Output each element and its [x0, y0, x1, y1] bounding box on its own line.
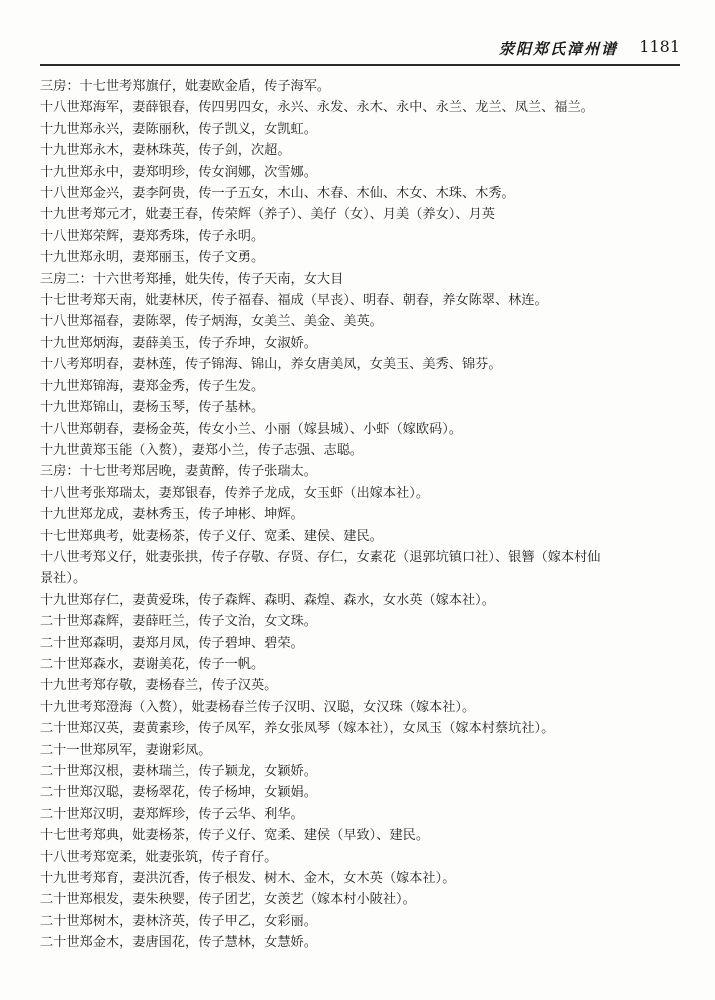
- genealogy-line: 十八世考张郑瑞太，妻郑银春，传养子龙成，女玉虾（出嫁本社）。: [40, 485, 430, 501]
- genealogy-line: 十九世郑永兴，妻陈丽秋，传子凯义，女凯虹。: [40, 121, 317, 137]
- genealogy-body: [40, 76, 684, 954]
- genealogy-line: 十九世郑永中，妻郑明珍，传女润娜，次雪娜。: [40, 164, 317, 180]
- genealogy-line: 十七世考郑天南，妣妻林厌，传子福春、福成（早丧）、明春、朝春，养女陈翠、林连。: [40, 293, 548, 309]
- genealogy-line: 十九世黄郑玉能（入赘），妻郑小兰，传子志强、志聪。: [40, 442, 364, 458]
- genealogy-line: 二十世郑森水，妻谢美花，传子一帆。: [40, 656, 265, 672]
- genealogy-line: 十九世郑龙成，妻林秀玉，传子坤彬、坤辉。: [40, 507, 304, 523]
- genealogy-line: 二十世郑汉根，妻林瑞兰，传子颖龙，女颖娇。: [40, 764, 317, 779]
- genealogy-line: 十九世考郑存敬，妻杨春兰，传子汉英。: [40, 678, 278, 694]
- genealogy-line: 十九世考郑育，妻洪沉香，传子根发、树木、金木，女木英（嫁本社）。: [40, 871, 456, 887]
- genealogy-line: 二十世郑根发，妻朱秧婴，传子团艺，女羡艺（嫁本村小陂社）。: [40, 892, 416, 908]
- genealogy-line: 二十世郑汉明，妻郑辉珍，传子云华、利华。: [40, 806, 304, 822]
- genealogy-line: 三房：十七世考郑居晚，妻黄醉，传子张瑞太。: [40, 464, 317, 480]
- genealogy-line: 十七世郑典考，妣妻杨茶，传子义仔、宽柔、建侯、建民。: [40, 528, 383, 544]
- running-title: 荥阳郑氏漳州谱: [498, 40, 618, 58]
- genealogy-line: 三房：十七世考郑旗仔，妣妻欧金盾，传子海军。: [40, 79, 331, 94]
- genealogy-line: 十八世郑朝春，妻杨金英，传女小兰、小丽（嫁县城）、小虾（嫁欧码）。: [40, 421, 462, 437]
- genealogy-line: 十九世郑永明，妻郑丽玉，传子文勇。: [40, 250, 265, 266]
- genealogy-line-continuation: 景社）。: [40, 571, 87, 587]
- genealogy-line: 二十世郑树木，妻林济英，传子甲乙，女彩丽。: [40, 913, 317, 929]
- genealogy-line: 二十世郑汉英，妻黄素珍，传子凤军，养女张凤琴（嫁本社），女凤玉（嫁本村蔡坑社）。: [40, 721, 555, 737]
- genealogy-line: 二十世郑森辉，妻薛旺兰，传子文治，女文珠。: [40, 614, 317, 630]
- genealogy-line: 十八世郑福春，妻陈翠，传子炳海，女美兰、美金、美英。: [40, 314, 383, 330]
- genealogy-line: 十九世郑炳海，妻薛美玉，传子乔坤，女淑娇。: [40, 335, 317, 351]
- genealogy-line: 十九世郑锦海，妻郑金秀，传子生发。: [40, 378, 265, 394]
- genealogy-line: 十八世郑海军，妻薛银春，传四男四女，永兴、永发、永木、永中、永兰、龙兰、凤兰、福兰。: [40, 100, 594, 116]
- genealogy-line: 十九世郑永木，妻林珠英，传子剑，次超。: [40, 143, 291, 159]
- genealogy-line: 十九世考郑元才，妣妻王春，传荣辉（养子）、美仔（女）、月美（养女）、月英: [40, 207, 495, 223]
- genealogy-line: 十九世郑存仁，妻黄爱珠，传子森辉、森明、森煌、森水，女水英（嫁本社）。: [40, 592, 495, 608]
- header-rule: [40, 64, 680, 66]
- genealogy-line: 十九世考郑澄海（入赘），妣妻杨春兰传子汉明、汉聪，女汉珠（嫁本社）。: [40, 699, 476, 715]
- genealogy-line: 十八世考郑义仔，妣妻张拱，传子存敬、存贤、存仁，女素花（退郭坑镇口社）、银簪（嫁本村仙: [40, 549, 601, 565]
- page-header: [40, 38, 680, 60]
- genealogy-line: 十八世郑荣辉，妻郑秀珠，传子永明。: [40, 228, 265, 244]
- genealogy-line: 十八考郑明春，妻林莲，传子锦海、锦山，养女唐美凤，女美玉、美秀、锦芬。: [40, 357, 502, 373]
- genealogy-line: 三房二：十六世考郑捶，妣失传，传子天南，女大目: [40, 271, 344, 287]
- genealogy-line: 二十世郑金木，妻唐国花，传子慧林，女慧娇。: [40, 935, 317, 951]
- genealogy-line: 二十世郑汉聪，妻杨翠花，传子杨坤，女颖娟。: [40, 785, 317, 801]
- genealogy-line: 十七世考郑典，妣妻杨茶，传子义仔、宽柔、建侯（早致）、建民。: [40, 828, 430, 844]
- genealogy-line: 十八世郑金兴，妻李阿贵，传一子五女，木山、木春、木仙、木女、木珠、木秀。: [40, 186, 515, 202]
- genealogy-line: 十九世郑锦山，妻杨玉琴，传子基林。: [40, 400, 265, 416]
- genealogy-line: 二十一世郑夙军，妻谢彩凤。: [40, 742, 212, 758]
- page-number: 1181: [639, 37, 680, 56]
- genealogy-line: 二十世郑森明，妻郑月凤，传子碧坤、碧荣。: [40, 635, 304, 651]
- genealogy-line: 十八世考郑宽柔，妣妻张筑，传子育仔。: [40, 849, 278, 865]
